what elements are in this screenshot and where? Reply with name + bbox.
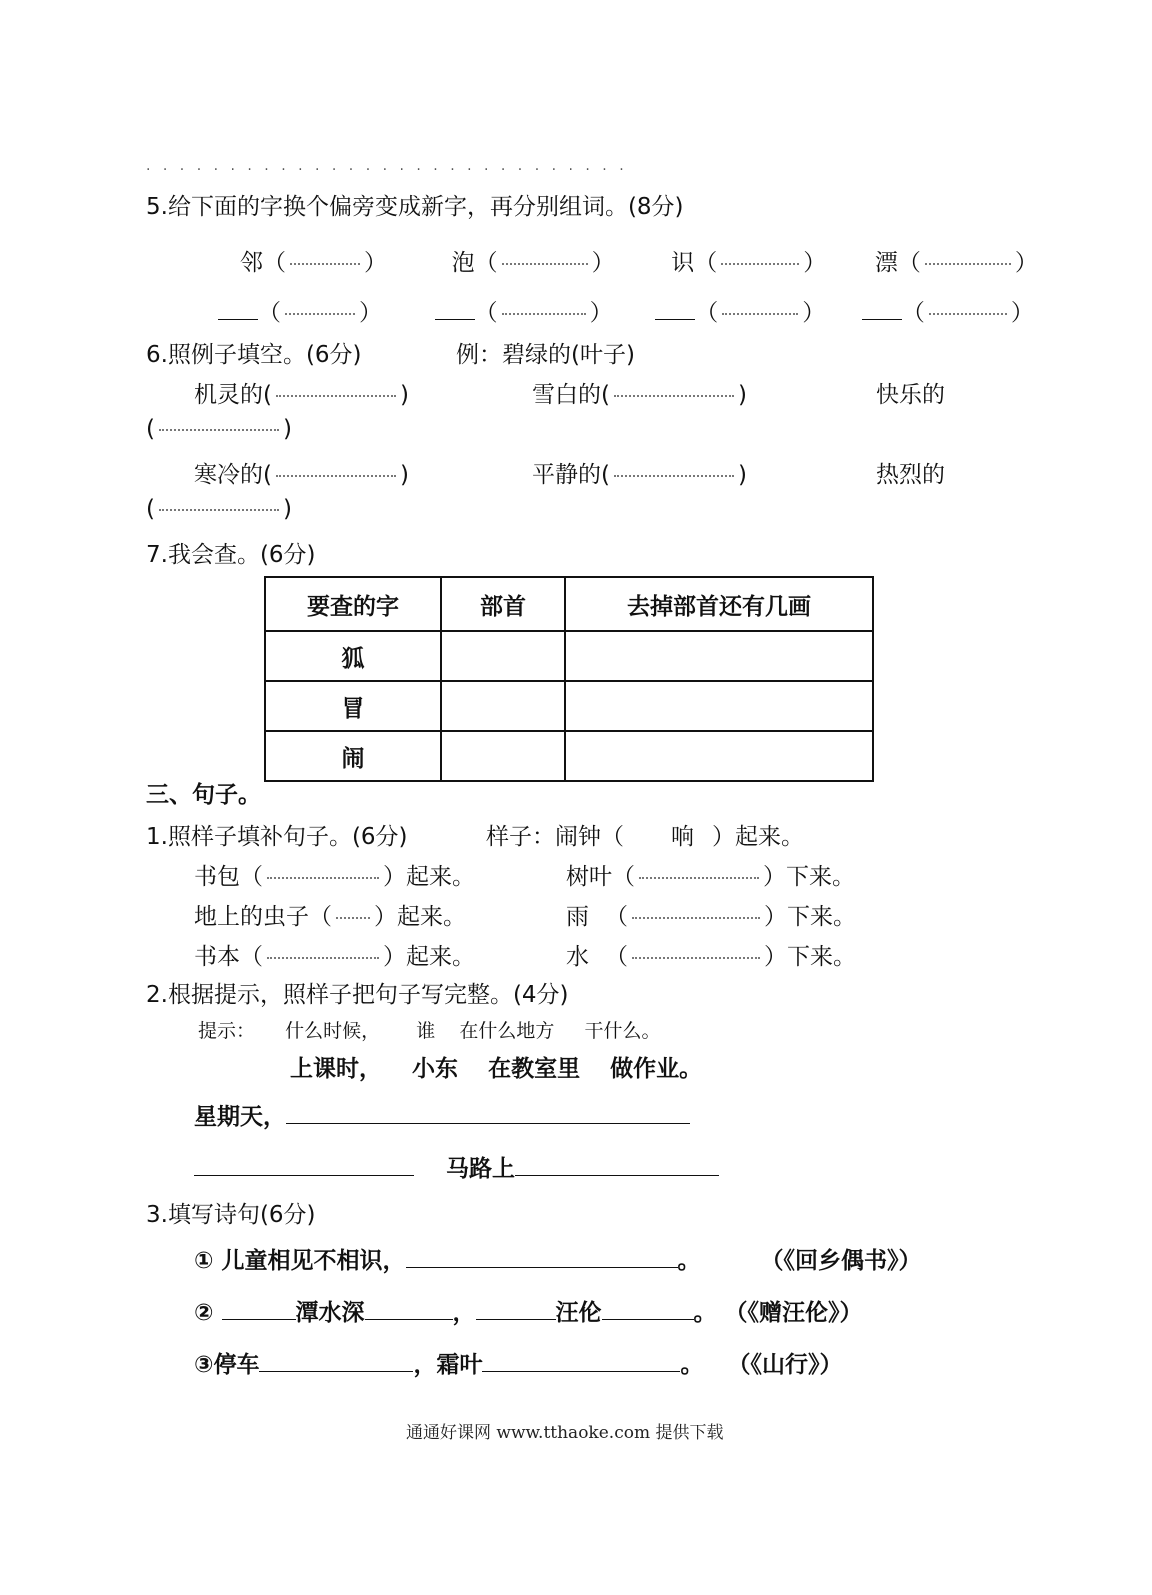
radical-cell[interactable] [441, 731, 565, 781]
s3-p3-blank-b[interactable] [482, 1370, 680, 1372]
q5-word-1[interactable] [285, 312, 355, 315]
s2-line-2-place: 马路上 [446, 1156, 516, 1182]
s3-p2-end: 。 [693, 1300, 717, 1326]
q6-title: 6.照例子填空。(6分) [146, 342, 362, 368]
s1-line-3-left: 书本（ ）起来。 [194, 944, 475, 970]
s3-p2-blank-a[interactable] [222, 1318, 296, 1320]
q5-blank-1[interactable] [290, 262, 360, 265]
q6-item-1: 机灵的( ) [194, 382, 409, 408]
s2-sample-when: 上课时， [290, 1056, 382, 1082]
q6-blank-1[interactable] [276, 394, 396, 397]
s1-line-3-end-b: ）下来。 [764, 944, 856, 970]
s1-line-1-end-b: ）下来。 [763, 864, 855, 890]
s2-line-1 [194, 1098, 690, 1131]
s3-p2-blank-d[interactable] [602, 1318, 694, 1320]
s3-poem-3 [194, 1346, 843, 1379]
s3-p3-end: 。 [680, 1352, 704, 1378]
s1-line-2-subject-b: 雨 [566, 904, 589, 930]
s1-line-2-subject: 地上的虫子 [194, 904, 309, 930]
s3-title: 3.填写诗句(6分) [146, 1202, 316, 1228]
q6-item-3-blank: ( ) [146, 416, 292, 442]
s1-line-2-end-b: ）下来。 [764, 904, 856, 930]
footer-credit: 通通好课网 www.tthaoke.com 提供下载 [406, 1423, 724, 1443]
s2-hint-row [198, 1016, 660, 1043]
s1-blank-4[interactable] [632, 916, 760, 919]
s2-line-1-blank[interactable] [286, 1122, 690, 1124]
s2-line-2-blank-b[interactable] [292, 1174, 414, 1176]
row-char: 狐 [265, 631, 441, 681]
s3-p1-text: 儿童相见不相识， [221, 1248, 406, 1274]
s1-blank-5[interactable] [267, 956, 379, 959]
strokes-cell[interactable] [565, 681, 873, 731]
q5-row1: 邻（ ） 泡（ ） 识（ ） 漂（ ） [240, 250, 1038, 276]
q5-word-2[interactable] [502, 312, 586, 315]
s3-p3-blank-a[interactable] [259, 1370, 413, 1372]
table-row [265, 731, 873, 781]
s1-blank-6[interactable] [632, 956, 760, 959]
q5-char-1: 邻 [240, 250, 263, 276]
col-header-radical: 部首 [441, 577, 565, 631]
col-header-char: 要查的字 [265, 577, 441, 631]
s1-line-2-right: 雨 （ ）下来。 [566, 904, 856, 930]
q6-item-3-label: 快乐的 [876, 382, 945, 408]
s1-line-2-end: ）起来。 [374, 904, 466, 930]
s2-sample-who: 小东 [412, 1056, 459, 1082]
q5-new-char-3[interactable] [655, 318, 695, 320]
s2-sample-row [290, 1050, 702, 1083]
s2-line-2-blank-e[interactable] [655, 1174, 719, 1176]
s3-p2-blank-c[interactable] [476, 1318, 556, 1320]
s1-line-3-right: 水 （ ）下来。 [566, 944, 856, 970]
s1-blank-1[interactable] [267, 876, 379, 879]
radical-lookup-table [264, 576, 874, 782]
s2-line-2 [194, 1150, 719, 1183]
col-header-strokes: 去掉部首还有几画 [565, 577, 873, 631]
s3-p3-text: ③停车 [194, 1352, 260, 1378]
q6-item-5-label: 平静的 [532, 462, 601, 488]
q6-blank-3[interactable] [159, 428, 279, 431]
q6-blank-6[interactable] [159, 508, 279, 511]
s1-line-3-subject-b: 水 [566, 944, 589, 970]
s3-p3-source: （《山行》） [727, 1352, 843, 1378]
q6-item-4: 寒冷的( ) [194, 462, 409, 488]
q6-blank-5[interactable] [614, 474, 734, 477]
section3-title: 三、句子。 [146, 782, 261, 808]
row-char: 冒 [265, 681, 441, 731]
radical-cell[interactable] [441, 681, 565, 731]
q5-title: 5.给下面的字换个偏旁变成新字，再分别组词。(8分) [146, 194, 684, 220]
s3-p2-text-a: 潭水深 [295, 1300, 365, 1326]
s1-line-1-right: 树叶（ ）下来。 [566, 864, 855, 890]
q6-item-5: 平静的( ) [532, 462, 747, 488]
s3-p1-num: ① [194, 1248, 214, 1274]
s2-sample-where: 在教室里 [488, 1056, 581, 1082]
table-row [265, 681, 873, 731]
s1-line-3-subject: 书本 [194, 944, 240, 970]
q6-item-4-label: 寒冷的 [194, 462, 263, 488]
q5-blank-4[interactable] [925, 262, 1011, 265]
s3-poem-2 [194, 1294, 863, 1327]
s2-line-2-blank-a[interactable] [194, 1174, 292, 1176]
q5-new-char-1[interactable] [218, 318, 258, 320]
s2-hint-what: 干什么。 [584, 1020, 661, 1042]
s2-hint-label: 提示： [198, 1020, 256, 1042]
s1-line-3-end: ）起来。 [383, 944, 475, 970]
radical-cell[interactable] [441, 631, 565, 681]
s2-line-2-blank-c[interactable] [515, 1174, 603, 1176]
s3-p2-blank-b[interactable] [365, 1318, 453, 1320]
s3-p2-source: （《赠汪伦》） [724, 1300, 863, 1326]
q5-blank-2[interactable] [502, 262, 588, 265]
s2-title: 2.根据提示，照样子把句子写完整。(4分) [146, 982, 569, 1008]
s2-line-1-prefix: 星期天， [194, 1104, 286, 1130]
q5-word-4[interactable] [929, 312, 1007, 315]
s3-p1-end: 。 [677, 1248, 701, 1274]
q7-title: 7.我会查。(6分) [146, 542, 316, 568]
s2-line-2-blank-d[interactable] [603, 1174, 655, 1176]
top-dotted-line: · · · · · · · · · · · · · · · · · · · · · · · · · · · · · [146, 162, 628, 178]
s1-example-word: 响 [671, 824, 694, 850]
q6-blank-2[interactable] [614, 394, 734, 397]
q5-char-2: 泡 [451, 250, 475, 276]
q6-item-2: 雪白的( ) [532, 382, 747, 408]
q6-item-1-label: 机灵的 [194, 382, 263, 408]
s1-blank-2[interactable] [639, 876, 759, 879]
s3-p1-blank[interactable] [406, 1266, 678, 1268]
q6-item-2-label: 雪白的 [532, 382, 601, 408]
s3-p3-comma: ，霜叶 [413, 1352, 483, 1378]
table-header-row [265, 577, 873, 631]
s1-blank-3[interactable] [336, 916, 370, 919]
s1-example-prefix: 样子：闹钟（ [486, 824, 624, 850]
s3-p2-num: ② [194, 1300, 214, 1326]
s1-line-1-left: 书包（ ）起来。 [194, 864, 475, 890]
row-char: 闹 [265, 731, 441, 781]
s1-line-1-subject: 书包 [194, 864, 240, 890]
q5-new-char-2[interactable] [435, 318, 475, 320]
s3-p2-text-b: 汪伦 [555, 1300, 602, 1326]
s2-hint-when: 什么时候， [285, 1020, 381, 1042]
s3-poem-1 [194, 1242, 922, 1275]
s2-hint-where: 在什么地方 [459, 1020, 555, 1042]
q5-word-3[interactable] [722, 312, 798, 315]
q6-example: 例：碧绿的(叶子) [456, 342, 635, 368]
strokes-cell[interactable] [565, 731, 873, 781]
table-row [265, 631, 873, 681]
s2-hint-who: 谁 [416, 1020, 436, 1042]
s1-line-2-left: 地上的虫子（ ）起来。 [194, 904, 466, 930]
s2-sample-what: 做作业。 [610, 1056, 703, 1082]
s1-example [486, 818, 804, 851]
s3-p2-comma: ， [452, 1300, 476, 1326]
s3-p1-source: （《回乡偶书》） [760, 1248, 922, 1274]
q5-row2: （ ） （ ） （ ） （ ） [218, 294, 1034, 327]
q5-char-4: 漂 [874, 250, 898, 276]
q6-blank-4[interactable] [276, 474, 396, 477]
q6-item-6-blank: ( ) [146, 496, 292, 522]
q6-item-6-label: 热烈的 [876, 462, 945, 488]
s1-title: 1.照样子填补句子。(6分) [146, 824, 408, 850]
q5-char-3: 识 [671, 250, 695, 276]
s1-line-1-subject-b: 树叶 [566, 864, 612, 890]
s1-line-1-end: ）起来。 [383, 864, 475, 890]
q5-blank-3[interactable] [721, 262, 799, 265]
strokes-cell[interactable] [565, 631, 873, 681]
s1-example-suffix: ）起来。 [712, 824, 804, 850]
q5-new-char-4[interactable] [862, 318, 902, 320]
